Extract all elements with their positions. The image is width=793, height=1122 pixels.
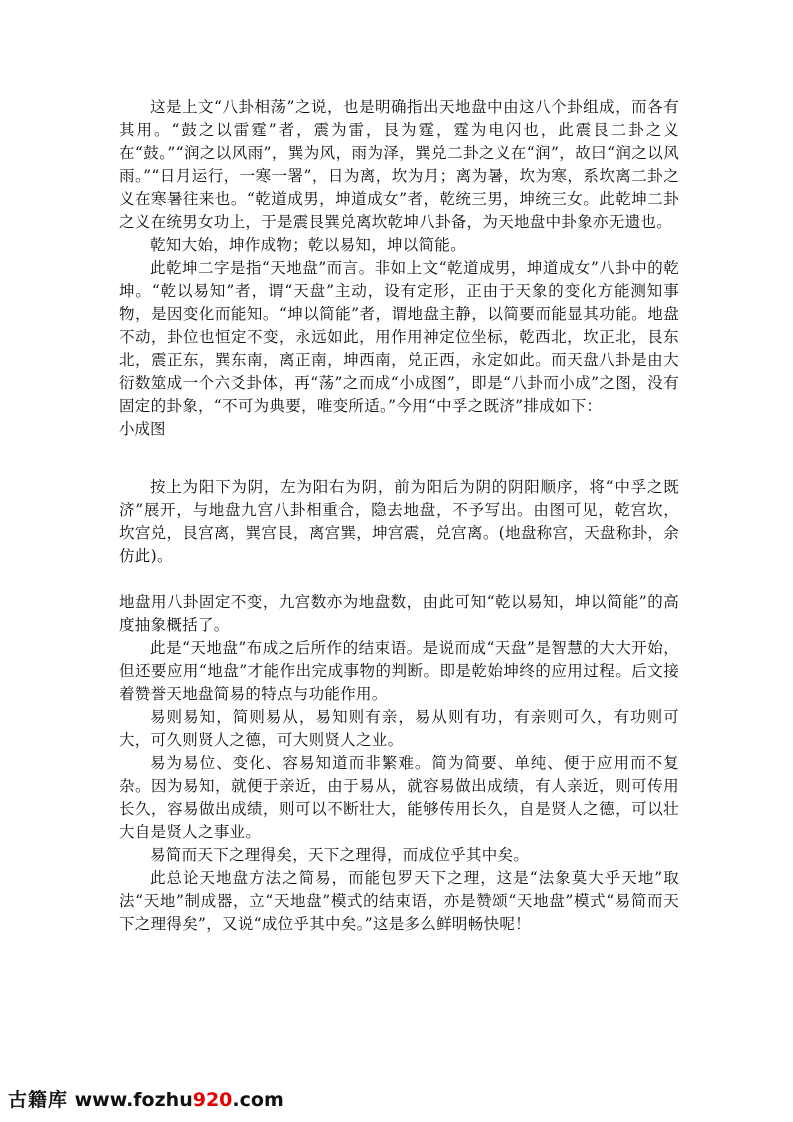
watermark-tld: .com xyxy=(232,1089,284,1111)
paragraph-yinyang-order: 按上为阳下为阴，左为阳右为阴，前为阳后为阴的阴阳顺序，将“中孚之既济”展开，与地盘九宫八卦相重合，隐去地盘，不予写出。由图可见，乾宫坎，坎宫兑，艮宫离，巽宫艮，离宫巽，坤宫震，兑宫离。(地盘称宫，天盘称卦，余仿此)。 xyxy=(119,478,679,565)
paragraph-qiankun-tiandipan: 此乾坤二字是指“天地盘”而言。非如上文“乾道成男，坤道成女”八卦中的乾坤。“乾以易知”者，谓“天盘”主动，设有定形，正由于天象的变化方能测知事物，是因变化而能知。“坤以简能”者，谓地盘主静，以简要而能显其功能。地盘不动，卦位也恒定不变，永远如此，用作用神定位坐标，乾西北，坎正北，艮东北，震正东，巽东南，离正南，坤西南，兑正西，永定如此。而天盘八卦是由大衍数筮成一个六爻卦体，再“荡”之而成“小成图”，即是“八卦而小成”之图，没有固定的卦象，“不可为典要，唯变所适。”今用“中孚之既济”排成如下： xyxy=(119,259,679,415)
paragraph-closing-remark: 此是“天地盘”布成之后所作的结束语。是说而成“天盘”是智慧的大大开始，但还要应用“地盘”才能作出完成事物的判断。即是乾始坤终的应用过程。后文接着赞誉天地盘简易的特点与功能作用。 xyxy=(119,639,679,703)
paragraph-yijian-tianxia: 易简而天下之理得矣，天下之理得，而成位乎其中矣。 xyxy=(150,846,530,864)
document-body xyxy=(119,96,679,936)
watermark-host: www.fozhu xyxy=(68,1089,193,1111)
site-watermark xyxy=(8,1085,284,1112)
figure-placeholder xyxy=(119,441,679,476)
figure-label-xiaocheng-tu: 小成图 xyxy=(119,420,166,438)
watermark-site-name: 古籍库 xyxy=(8,1089,69,1111)
watermark-number: 920 xyxy=(192,1089,233,1111)
paragraph-yi-ze-yizhi: 易则易知，简则易从，易知则有亲，易从则有功，有亲则可久，有功则可大，可久则贤人之德，可大则贤人之业。 xyxy=(119,708,679,749)
paragraph-yi-wei-yiwei: 易为易位、变化、容易知道而非繁难。简为简要、单纯、便于应用而不复杂。因为易知，就便于亲近，由于易从，就容易做出成绩，有人亲近，则可传用长久，容易做出成绩，则可以不断壮大，能够传用长久，自是贤人之德，可以壮大自是贤人之事业。 xyxy=(119,754,679,841)
blank-line xyxy=(119,568,679,591)
paragraph-dipan-fixed: 地盘用八卦固定不变，九宫数亦为地盘数，由此可知“乾以易知，坤以简能”的高度抽象概括了。 xyxy=(119,593,679,634)
paragraph-qian-zhi-dashi: 乾知大始，坤作成物；乾以易知，坤以简能。 xyxy=(150,236,467,254)
paragraph-bagua-xiangdang: 这是上文“八卦相荡”之说，也是明确指出天地盘中由这八个卦组成，而各有其用。“鼓之以雷霆”者，震为雷，艮为霆，霆为电闪也，此震艮二卦之义在“鼓。”“润之以风雨”，巽为风，雨为泽，巽兑二卦之义在“润”，故曰“润之以风雨。”“日月运行，一寒一署”，日为离，坎为月；离为暑，坎为寒，系坎离二卦之义在寒暑往来也。“乾道成男，坤道成女”者，乾统三男，坤统三女。此乾坤二卦之义在统男女功上，于是震艮巽兑离坎乾坤八卦备，为天地盘中卦象亦无遗也。 xyxy=(119,98,679,231)
paragraph-zonglun: 此总论天地盘方法之简易，而能包罗天下之理，这是“法象莫大乎天地”取法“天地”制成器，立“天地盘”模式的结束语，亦是赞颂“天地盘”模式“易简而天下之理得矣”，又说“成位乎其中矣。”这是多么鲜明畅快呢！ xyxy=(119,869,679,933)
